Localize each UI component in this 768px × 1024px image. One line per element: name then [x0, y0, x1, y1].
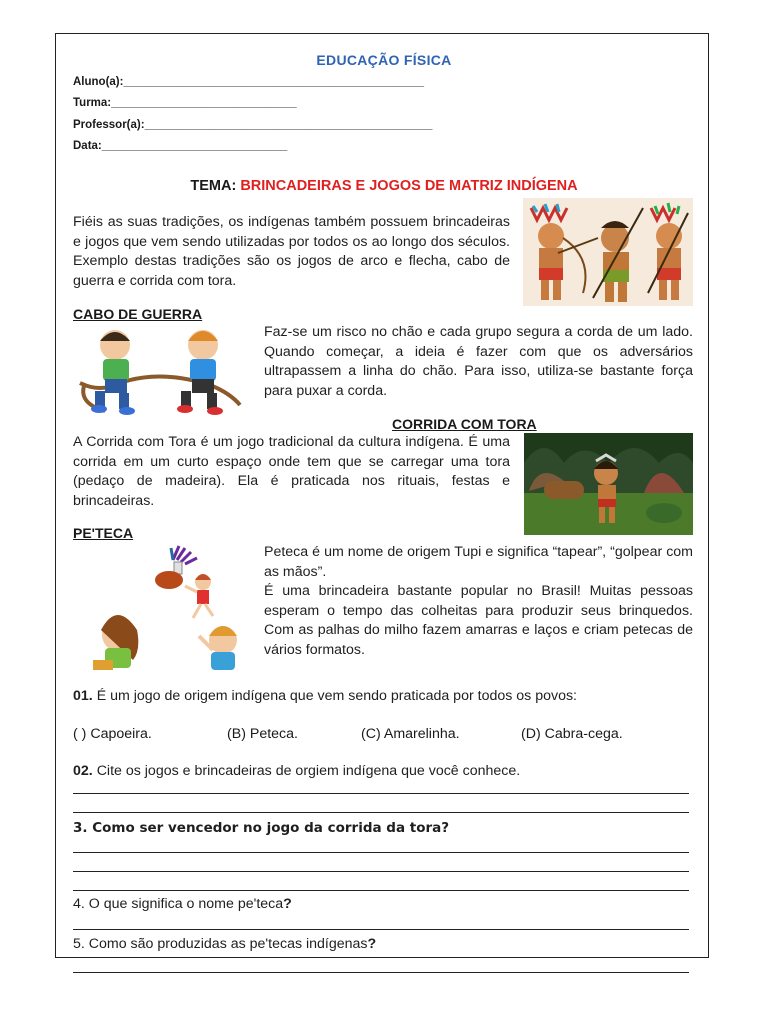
question-05: 5. Como são produzidas as pe'tecas indígenas?: [73, 936, 377, 952]
theme-prefix: TEMA:: [190, 178, 237, 194]
answer-line[interactable]: [73, 793, 689, 794]
theme-heading: [0, 178, 768, 194]
option-d-cabra-cega[interactable]: (D) Cabra-cega.: [521, 726, 623, 742]
question-03: 3. Como ser vencedor no jogo da corrida da tora?: [73, 820, 450, 836]
heading-cabo-de-guerra: CABO DE GUERRA: [73, 306, 203, 322]
log-race-illustration: [524, 433, 693, 535]
answer-line[interactable]: [73, 812, 689, 813]
question-02: 02. Cite os jogos e brincadeiras de orgiem indígena que você conhece.: [73, 763, 521, 779]
answer-line[interactable]: [73, 871, 689, 872]
peteca-kids-illustration: [73, 540, 253, 675]
option-b-peteca[interactable]: (B) Peteca.: [227, 726, 298, 742]
intro-paragraph: Fiéis as suas tradições, os indígenas também possuem brincadeiras e jogos que vem sendo utilizadas por todos os ao longo dos séculos. Exemplo destas tradições são os jogos de arco e flecha, cabo de guerra e corrida com tora.: [73, 214, 510, 289]
answer-line[interactable]: [73, 929, 689, 930]
field-aluno[interactable]: Aluno(a):_______________________________________________: [73, 76, 425, 88]
answer-line[interactable]: [73, 890, 689, 891]
tug-of-war-illustration: [75, 323, 251, 416]
field-turma[interactable]: Turma:_____________________________: [73, 97, 297, 109]
corrida-paragraph: A Corrida com Tora é um jogo tradicional da cultura indígena. É uma corrida em um curto espaço onde tem que se carregar uma tora (pedaço de madeira). Ela é praticada nos rituais, festas e brincadeiras.: [73, 434, 510, 509]
theme-title: BRINCADEIRAS E JOGOS DE MATRIZ INDÍGENA: [240, 178, 578, 194]
option-a-capoeira[interactable]: ( ) Capoeira.: [73, 726, 152, 742]
answer-line[interactable]: [73, 852, 689, 853]
peteca-text-1: Peteca é um nome de origem Tupi e significa “tapear”, “golpear com as mãos”.: [264, 544, 693, 580]
heading-corrida-com-tora: CORRIDA COM TORA: [392, 416, 537, 432]
question-01: 01. É um jogo de origem indígena que vem sendo praticada por todos os povos:: [73, 688, 577, 704]
question-04: 4. O que significa o nome pe'teca?: [73, 896, 292, 912]
peteca-paragraph: [264, 543, 693, 660]
heading-peteca: PE'TECA: [73, 525, 134, 541]
field-professor[interactable]: Professor(a):_____________________________________________: [73, 119, 433, 131]
page-title: EDUCAÇÃO FÍSICA: [316, 52, 452, 68]
field-data[interactable]: Data:_____________________________: [73, 140, 288, 152]
answer-line[interactable]: [73, 972, 689, 973]
option-c-amarelinha[interactable]: (C) Amarelinha.: [361, 726, 460, 742]
cabo-paragraph: Faz-se um risco no chão e cada grupo segura a corda de um lado. Quando começar, a ideia é fazer com que os adversários ultrapassem a linha do chão. Para isso, utiliza-se bastante força para puxar a corda.: [264, 324, 693, 399]
peteca-text-2: É uma brincadeira bastante popular no Brasil! Muitas pessoas esperam o tempo das colheitas para produzir seus brinquedos. Com as palhas do milho fazem amarras e laços e criam petecas de vários formatos.: [264, 583, 693, 658]
indigenous-archers-illustration: [523, 198, 693, 306]
